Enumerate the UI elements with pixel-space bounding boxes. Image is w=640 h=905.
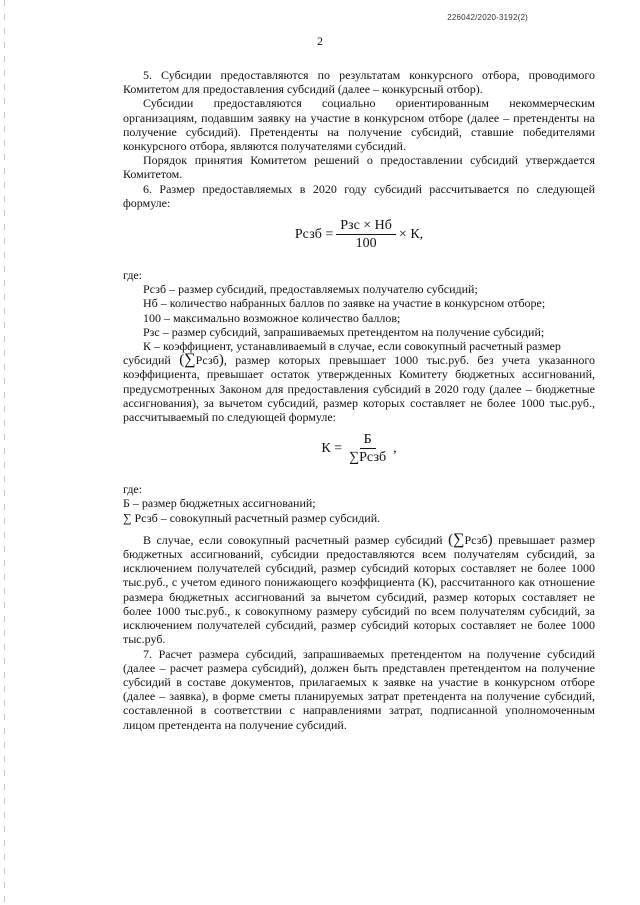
formula-subsidy-size xyxy=(123,210,595,260)
sum-symbol: ∑ xyxy=(184,351,196,369)
formula2-lhs: К = xyxy=(321,441,343,457)
definition-k-body: субсидий (∑Рсзб), размер которых превышает 1000 тыс.руб. без учета указанного коэффициента, превышает остаток утвержденных Комитету бюджетных ассигнований, предусмотренных Законом для предоставления субсидий в 2020 году (далее – бюджетные ассигнования), за вычетом субсидий, размер которых составляет не более 1000 тыс.руб., рассчитываемый по следующей формуле: xyxy=(123,351,596,425)
formula-coefficient-k xyxy=(123,424,595,474)
formula1-numerator: Рзс × Нб xyxy=(336,219,396,235)
paragraph-6: 6. Размер предоставляемых в 2020 году субсидий рассчитывается по следующей формуле: xyxy=(123,181,595,210)
case-sum-symbol: ∑ xyxy=(453,530,465,548)
definition-rszb: Рсзб – размер субсидий, предоставляемых получателю субсидий; xyxy=(143,282,478,297)
definition-k-pre: субсидий xyxy=(123,353,171,368)
definition-b: Б – размер бюджетных ассигнований; xyxy=(123,496,316,511)
paragraph-5-procedure: Порядок принятия Комитетом решений о предоставлении субсидий утверждается Комитетом. xyxy=(123,153,595,182)
where-label-1: где: xyxy=(123,268,143,283)
where-label-2: где: xyxy=(123,482,143,497)
document-number: 226042/2020-3192(2) xyxy=(447,13,528,22)
paragraph-5: 5. Субсидии предоставляются по результатам конкурсного отбора, проводимого Комитетом для предоставления субсидий (далее – конкурсный отбор). xyxy=(123,68,595,97)
page-number: 2 xyxy=(317,34,323,48)
paragraph-case: В случае, если совокупный расчетный размер субсидий (∑Рсзб) превышает размер бюджетных ассигнований, субсидии предоставляются всем получателям субсидий, за исключением получателей субсидий, размер субсидий которых составляет не более 1000 тыс.руб., с учетом единого понижающего коэффициента (К), рассчитанного как отношение размера бюджетных ассигнований за вычетом субсидий, размер которых составляет не более 1000 тыс.руб., к совокупному размеру субсидий по всем получателям субсидий, за исключением получателей субсидий, размер субсидий которых составляет не более 1000 тыс.руб. xyxy=(123,530,596,647)
formula1-fraction xyxy=(336,219,396,251)
case-rest: превышает размер бюджетных ассигнований, субсидии предоставляются всем получателям субсидий, за исключением получателей субсидий, размер субсидий которых составляет не более 1000 тыс.руб., с учетом единого понижающего коэффициента (К), рассчитанного как отношение размера бюджетных ассигнований за вычетом субсидий, размер которых составляет не более 1000 тыс.руб., к совокупному размеру субсидий по всем получателям субсидий, за исключением получателей субсидий, размер субсидий которых составляет не более 1000 тыс.руб. xyxy=(123,532,596,647)
formula1-lhs: Рсзб = xyxy=(294,226,334,242)
definition-k-first-line: К – коэффициент, устанавливаемый в случае, если совокупный расчетный размер xyxy=(143,339,561,354)
paragraph-5-recipients: Субсидии предоставляются социально ориентированным некоммерческим организациям, подавшим заявку на участие в конкурсном отборе (далее – претенденты на получение субсидий). Претенденты на получение субсидий, ставшие победителями конкурсного отбора, являются получателями субсидий. xyxy=(123,96,595,154)
definition-k-rest: , размер которых превышает 1000 тыс.руб. без учета указанного коэффициента, превышает остаток утвержденных Комитету бюджетных ассигнований, предусмотренных Законом для предоставления субсидий в 2020 году (далее – бюджетные ассигнования), за вычетом субсидий, размер которых составляет не более 1000 тыс.руб., рассчитываемый по следующей формуле: xyxy=(123,353,596,425)
scan-edge-marks xyxy=(4,0,5,905)
document-body xyxy=(123,68,595,732)
case-sum-variable: Рсзб xyxy=(464,532,488,547)
paragraph-7: 7. Расчет размера субсидий, запрашиваемых претендентом на получение субсидий (далее – расчет размера субсидий), должен быть представлен претендентом на получение субсидий в составе документов, прилагаемых к заявке на участие в конкурсном отборе (далее – заявка), в форме сметы планируемых затрат претендента на получение субсидий, составленной в соответствии с направлениями затрат, подписанной уполномоченным лицом претендента на получение субсидий. xyxy=(123,646,595,732)
definition-nb: Нб – количество набранных баллов по заявке на участие в конкурсном отборе; xyxy=(143,296,546,311)
definition-100: 100 – максимально возможное количество баллов; xyxy=(143,310,401,325)
formula2-fraction xyxy=(345,433,390,465)
definition-rzs: Рзс – размер субсидий, запрашиваемых претендентом на получение субсидий; xyxy=(143,324,545,339)
formula2-tail: , xyxy=(393,441,397,457)
case-pre: В случае, если совокупный расчетный размер субсидий xyxy=(143,532,443,547)
formula1-denominator: 100 xyxy=(355,236,377,252)
formula1-tail: × К, xyxy=(398,226,424,242)
formula2-denominator: ∑Рсзб xyxy=(349,450,387,466)
formula2-numerator: Б xyxy=(360,433,376,449)
sum-variable: Рсзб xyxy=(195,353,219,368)
definition-sum-rszb: ∑ Рсзб – совокупный расчетный размер субсидий. xyxy=(123,510,381,525)
